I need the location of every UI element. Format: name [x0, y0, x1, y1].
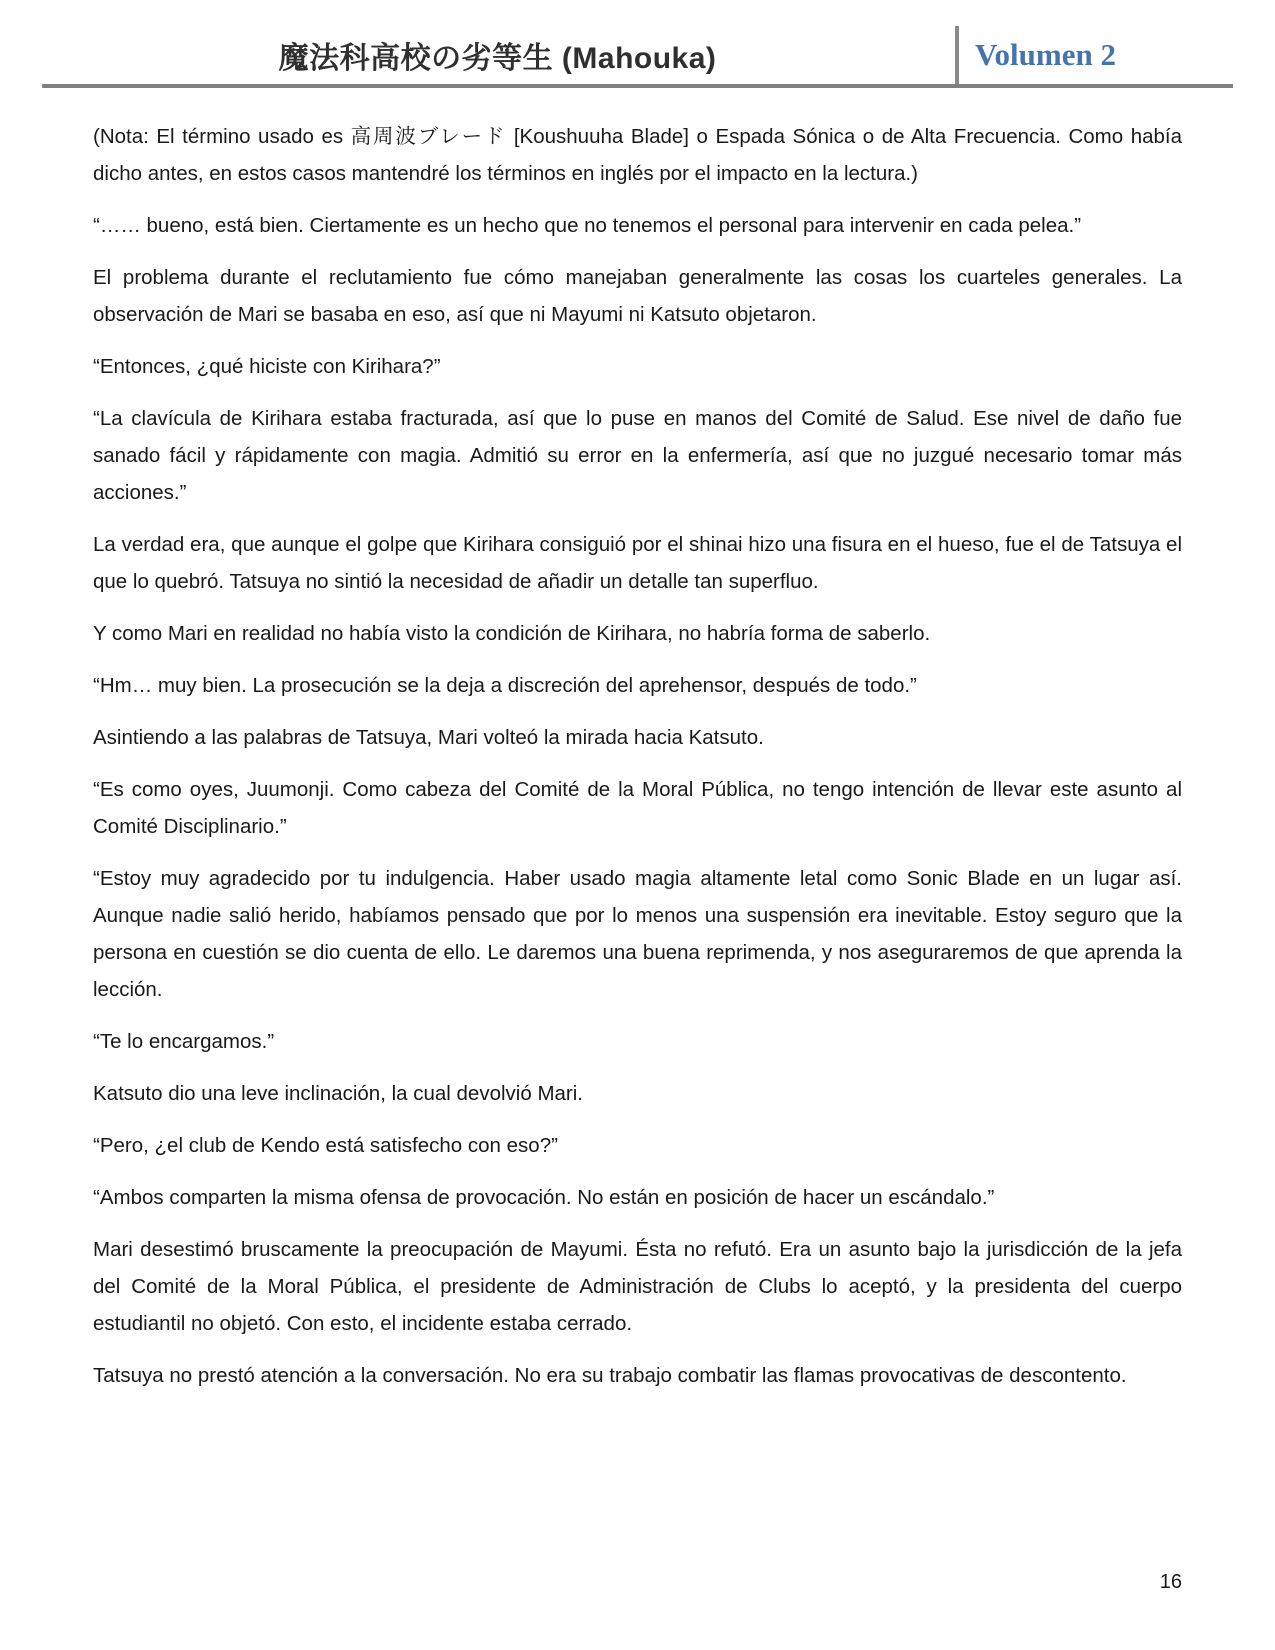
document-title: 魔法科高校の劣等生 (Mahouka)	[278, 42, 717, 75]
paragraph-narration: Katsuto dio una leve inclinación, la cual devolvió Mari.	[93, 1082, 583, 1105]
paragraph-dialogue: “Hm… muy bien. La prosecución se la deja a discreción del aprehensor, después de todo.”	[93, 674, 917, 697]
paragraph-dialogue: “La clavícula de Kirihara estaba fracturada, así que lo puse en manos del Comité de Salud. Ese nivel de daño fue sanado fácil y rápidamente con magia. Admitió su error en la enfermería, así que no juzgué necesario tomar más acciones.”	[93, 407, 1182, 504]
paragraph-narration: El problema durante el reclutamiento fue cómo manejaban generalmente las cosas los cuarteles generales. La observación de Mari se basaba en eso, así que ni Mayumi ni Katsuto objetaron.	[93, 266, 1182, 326]
paragraph-dialogue: “Te lo encargamos.”	[93, 1030, 275, 1053]
page-header	[40, 26, 1235, 84]
paragraph-dialogue: “Estoy muy agradecido por tu indulgencia. Haber usado magia altamente letal como Sonic Blade en un lugar así. Aunque nadie salió herido, habíamos pensado que por lo menos una suspensión era inevitable. Estoy seguro que la persona en cuestión se dio cuenta de ello. Le daremos una buena reprimenda, y nos aseguraremos de que aprenda la lección.	[93, 867, 1182, 1001]
paragraph-narration: Tatsuya no prestó atención a la conversación. No era su trabajo combatir las flamas provocativas de descontento.	[93, 1364, 1127, 1387]
page-number: 16	[1159, 1571, 1182, 1593]
paragraph-note: (Nota: El término usado es 高周波ブレード [Koushuuha Blade] o Espada Sónica o de Alta Frecuencia. Como había dicho antes, en estos casos mantendré los términos en inglés por el impacto en la lectura.)	[93, 125, 1182, 185]
paragraph-dialogue: “Pero, ¿el club de Kendo está satisfecho con eso?”	[93, 1134, 558, 1157]
paragraph-dialogue: “…… bueno, está bien. Ciertamente es un hecho que no tenemos el personal para intervenir en cada pelea.”	[93, 214, 1082, 237]
volume-label: Volumen 2	[975, 37, 1116, 72]
header-horizontal-rule	[42, 84, 1233, 88]
paragraph-narration: Asintiendo a las palabras de Tatsuya, Mari volteó la mirada hacia Katsuto.	[93, 726, 764, 749]
paragraph-dialogue: “Es como oyes, Juumonji. Como cabeza del Comité de la Moral Pública, no tengo intención de llevar este asunto al Comité Disciplinario.”	[93, 778, 1182, 838]
page-footer	[93, 1571, 1182, 1594]
paragraph-narration: La verdad era, que aunque el golpe que Kirihara consiguió por el shinai hizo una fisura en el hueso, fue el de Tatsuya el que lo quebró. Tatsuya no sintió la necesidad de añadir un detalle tan superfluo.	[93, 533, 1182, 593]
header-volume-cell	[959, 37, 1235, 73]
paragraph-dialogue: “Ambos comparten la misma ofensa de provocación. No están en posición de hacer un escándalo.”	[93, 1186, 995, 1209]
paragraph-dialogue: “Entonces, ¿qué hiciste con Kirihara?”	[93, 355, 441, 378]
paragraph-narration: Y como Mari en realidad no había visto la condición de Kirihara, no habría forma de saberlo.	[93, 622, 931, 645]
paragraph-narration: Mari desestimó bruscamente la preocupación de Mayumi. Ésta no refutó. Era un asunto bajo la jurisdicción de la jefa del Comité de la Moral Pública, el presidente de Administración de Clubs lo aceptó, y la presidenta del cuerpo estudiantil no objetó. Con esto, el incidente estaba cerrado.	[93, 1238, 1182, 1335]
header-title-cell	[40, 33, 955, 77]
document-body	[93, 118, 1182, 1409]
